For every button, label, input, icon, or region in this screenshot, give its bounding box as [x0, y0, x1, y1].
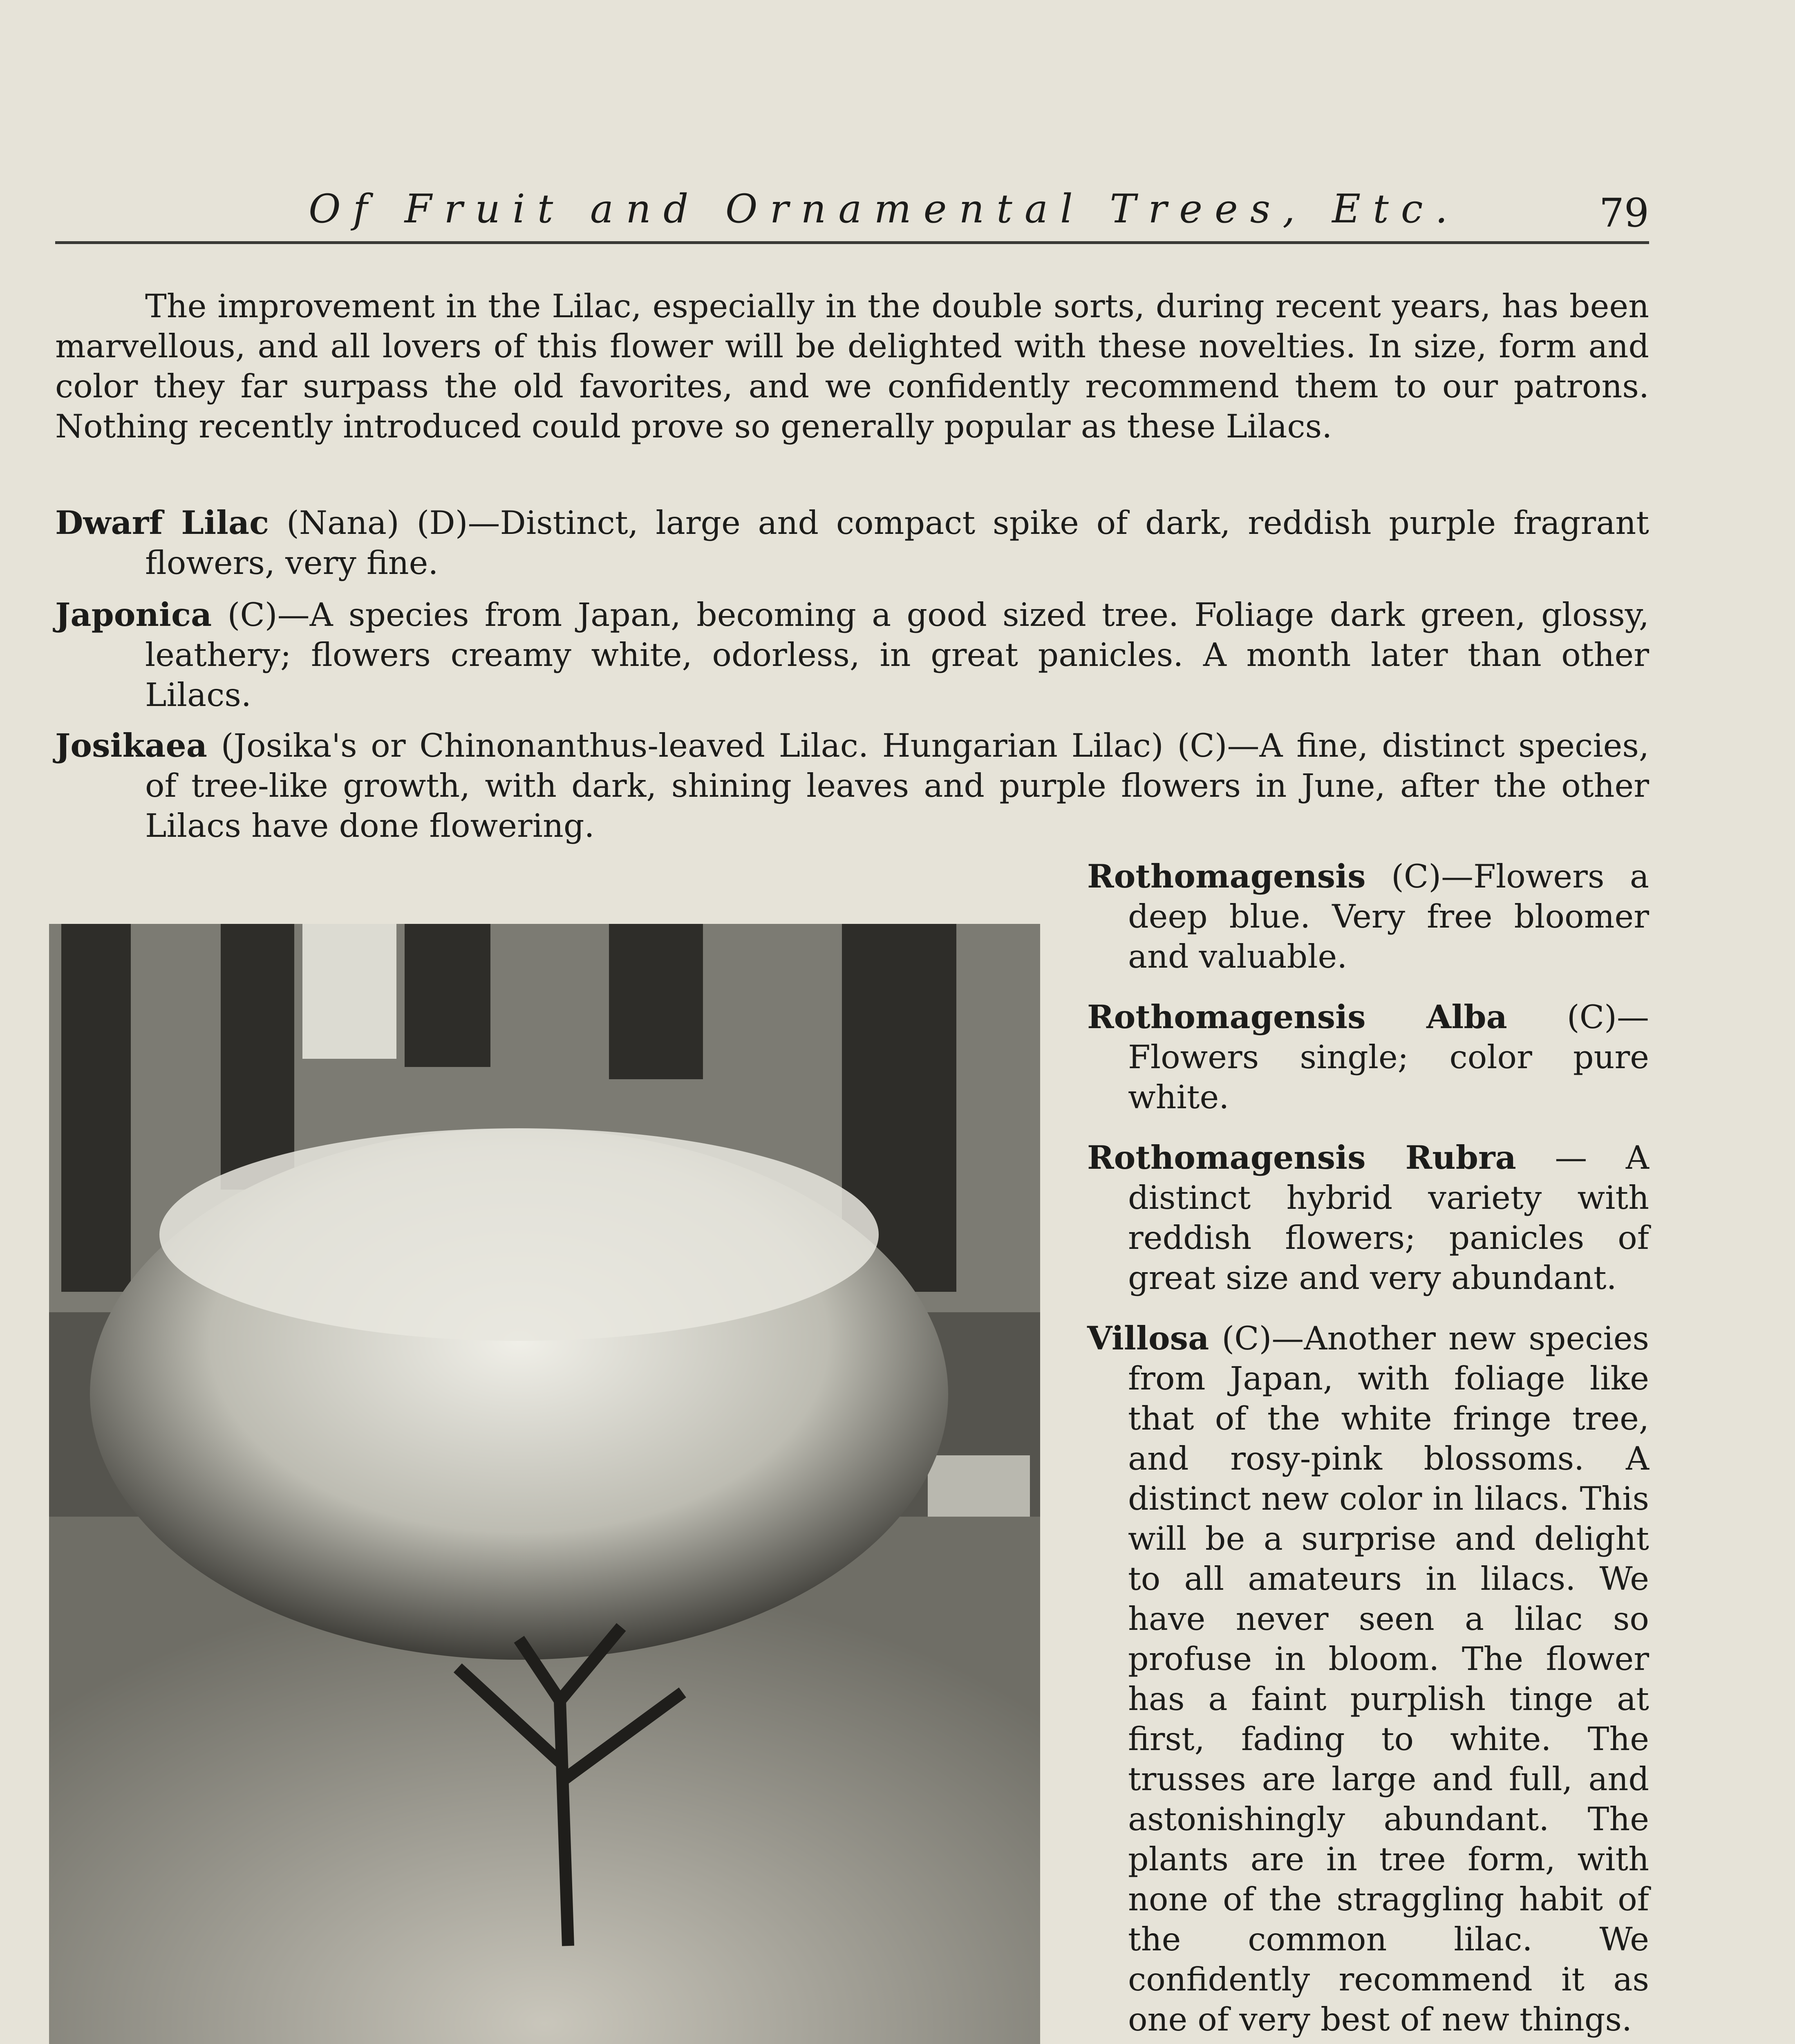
entry-name: Japonica — [55, 596, 212, 634]
entry-text: (Nana) (D)—Distinct, large and compact spike of dark, reddish purple fragrant flowers, very fine. — [145, 504, 1650, 582]
entry-name: Rothomagensis Alba — [1087, 998, 1507, 1036]
entry-japonica — [55, 595, 1649, 715]
entry-rothomagensis-rubra — [1087, 1138, 1649, 1298]
entry-text: (C)—Flowers a deep blue. Very free bloomer and valuable. — [1128, 858, 1649, 975]
entry-name: Dwarf Lilac — [55, 504, 269, 542]
lilac-bush-illustration — [49, 924, 1040, 2044]
entry-rothomagensis — [1087, 856, 1649, 977]
right-column — [1087, 856, 1649, 2044]
entry-text: (C)—A species from Japan, becoming a good sized tree. Foliage dark green, glossy, leathery; flowers creamy white, odorless, in great panicles. A month later than other Lilacs. — [145, 596, 1649, 714]
entry-name: Rothomagensis — [1087, 857, 1366, 895]
entry-text: (C)—Flowers single; color pure white. — [1128, 998, 1649, 1116]
entry-josikaea — [55, 726, 1649, 846]
entry-name: Josikaea — [55, 726, 207, 764]
entry-text: — A distinct hybrid variety with reddish flowers; panicles of great size and very abundant. — [1128, 1139, 1649, 1297]
entry-text: (C)—Another new species from Japan, with foliage like that of the white fringe tree, and rosy-pink blossoms. A distinct new color in lilacs. This will be a surprise and delight to all amateurs in lilacs. We have never seen a lilac so profuse in bloom. The flower has a faint purplish tinge at first, fading to white. The trusses are large and full, and astonishingly abundant. The plants are in tree form, with none of the straggling habit of the common lilac. We confidently recommend it as one of very best of new things. — [1128, 1320, 1649, 2038]
lilac-photo — [49, 924, 1040, 2044]
entry-dwarf-lilac — [55, 503, 1649, 583]
entry-name: Rothomagensis Rubra — [1087, 1139, 1516, 1177]
running-title: Of Fruit and Ornamental Trees, Etc. — [309, 186, 1460, 232]
entry-rothomagensis-alba — [1087, 997, 1649, 1117]
entry-name: Villosa — [1087, 1319, 1209, 1357]
page-header — [55, 180, 1649, 244]
page-number: 79 — [1599, 190, 1649, 236]
entry-villosa — [1087, 1318, 1649, 2040]
entry-text: (Josika's or Chinonanthus-leaved Lilac. Hungarian Lilac) (C)—A fine, distinct species, of tree-like growth, with dark, shining leaves and purple flowers in June, after the other Lilacs have done flowering. — [145, 727, 1649, 845]
intro-paragraph: The improvement in the Lilac, especially in the double sorts, during recent years, has been marvellous, and all lovers of this flower will be delighted with these novelties. In size, form and color they far surpass the old favorites, and we confidently recommend them to our patrons. Nothing recently introduced could prove so generally popular as these Lilacs. — [55, 287, 1649, 445]
